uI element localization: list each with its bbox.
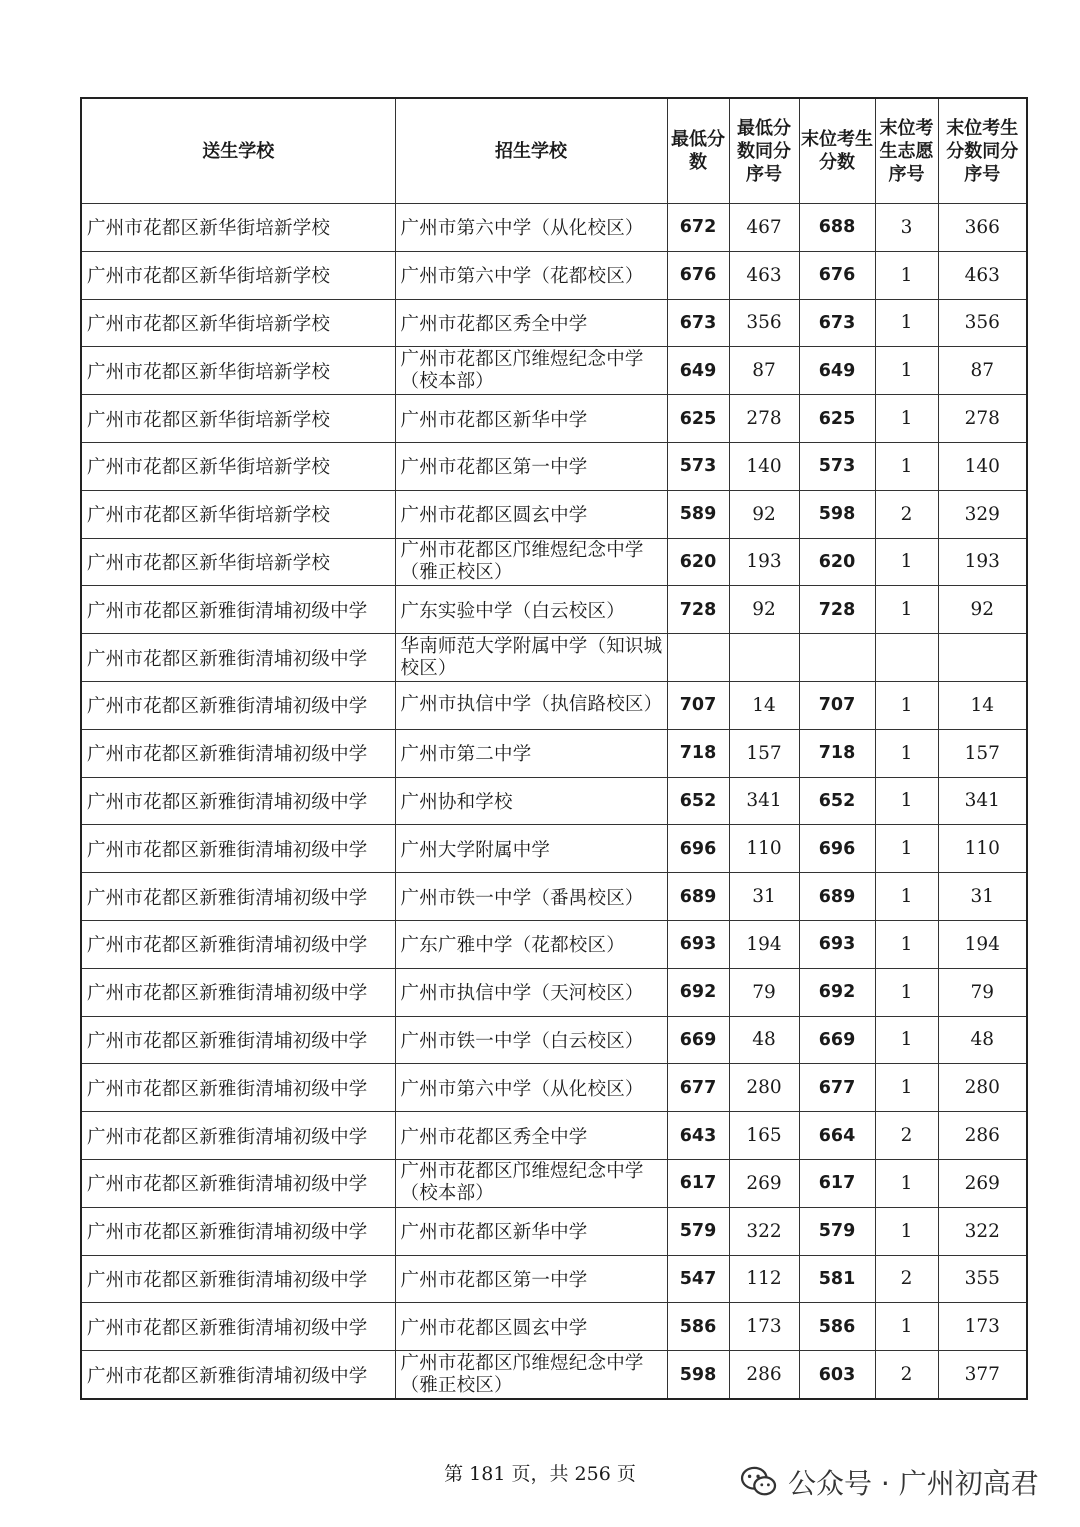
- cell-last-choice-rank: 1: [875, 1303, 938, 1351]
- table-body: [81, 204, 1027, 1399]
- cell-last-choice-rank: 1: [875, 442, 938, 490]
- cell-last-score-tie-rank: 356: [938, 299, 1027, 347]
- cell-last-choice-rank: 1: [875, 251, 938, 299]
- cell-last-score-tie-rank: 286: [938, 1112, 1027, 1160]
- cell-min-score: 677: [667, 1064, 729, 1112]
- cell-last-score: 676: [799, 251, 875, 299]
- admission-score-table: [80, 97, 1028, 1400]
- cell-last-score: 693: [799, 920, 875, 968]
- page-number: 第 181 页，共 256 页: [444, 1463, 636, 1485]
- cell-min-score: 643: [667, 1112, 729, 1160]
- watermark: [740, 1462, 1039, 1502]
- cell-min-score-tie-rank: 87: [729, 347, 799, 395]
- cell-admitting-school: 华南师范大学附属中学（知识城校区）: [395, 634, 667, 682]
- cell-min-score: 707: [667, 681, 729, 729]
- table-row: [81, 634, 1027, 682]
- cell-min-score-tie-rank: 48: [729, 1016, 799, 1064]
- cell-admitting-school: 广州市花都区第一中学: [395, 442, 667, 490]
- table-row: [81, 681, 1027, 729]
- cell-min-score-tie-rank: 322: [729, 1207, 799, 1255]
- cell-min-score-tie-rank: 14: [729, 681, 799, 729]
- cell-last-score: 617: [799, 1159, 875, 1207]
- cell-sending-school: 广州市花都区新华街培新学校: [81, 490, 395, 538]
- cell-last-choice-rank: 1: [875, 347, 938, 395]
- cell-sending-school: 广州市花都区新华街培新学校: [81, 347, 395, 395]
- cell-sending-school: 广州市花都区新华街培新学校: [81, 442, 395, 490]
- cell-last-score-tie-rank: 87: [938, 347, 1027, 395]
- cell-min-score-tie-rank: 286: [729, 1351, 799, 1399]
- cell-last-choice-rank: 1: [875, 681, 938, 729]
- cell-last-score-tie-rank: 463: [938, 251, 1027, 299]
- cell-sending-school: 广州市花都区新雅街清埔初级中学: [81, 634, 395, 682]
- table-row: [81, 1159, 1027, 1207]
- table-row: [81, 251, 1027, 299]
- cell-min-score-tie-rank: [729, 634, 799, 682]
- cell-sending-school: 广州市花都区新华街培新学校: [81, 204, 395, 252]
- cell-sending-school: 广州市花都区新雅街清埔初级中学: [81, 1016, 395, 1064]
- cell-last-score: 707: [799, 681, 875, 729]
- cell-admitting-school: 广州市铁一中学（番禺校区）: [395, 873, 667, 921]
- table-row: [81, 299, 1027, 347]
- table-row: [81, 968, 1027, 1016]
- cell-last-score-tie-rank: 280: [938, 1064, 1027, 1112]
- cell-last-score: 649: [799, 347, 875, 395]
- cell-min-score: 696: [667, 825, 729, 873]
- cell-admitting-school: 广州市花都区第一中学: [395, 1255, 667, 1303]
- table-row: [81, 538, 1027, 586]
- cell-min-score-tie-rank: 31: [729, 873, 799, 921]
- cell-min-score-tie-rank: 112: [729, 1255, 799, 1303]
- table-row: [81, 204, 1027, 252]
- cell-last-score-tie-rank: 14: [938, 681, 1027, 729]
- cell-last-score: 581: [799, 1255, 875, 1303]
- cell-admitting-school: 广州大学附属中学: [395, 825, 667, 873]
- cell-last-score: 692: [799, 968, 875, 1016]
- cell-min-score-tie-rank: 194: [729, 920, 799, 968]
- cell-min-score-tie-rank: 467: [729, 204, 799, 252]
- cell-admitting-school: 广州市花都区邝维煜纪念中学（雅正校区）: [395, 538, 667, 586]
- table-row: [81, 825, 1027, 873]
- cell-last-score-tie-rank: 341: [938, 777, 1027, 825]
- cell-last-choice-rank: 1: [875, 1064, 938, 1112]
- cell-admitting-school: 广州市花都区邝维煜纪念中学（校本部）: [395, 347, 667, 395]
- cell-min-score-tie-rank: 280: [729, 1064, 799, 1112]
- cell-last-score-tie-rank: [938, 634, 1027, 682]
- cell-min-score-tie-rank: 341: [729, 777, 799, 825]
- cell-last-score-tie-rank: 110: [938, 825, 1027, 873]
- cell-admitting-school: 广州市花都区新华中学: [395, 395, 667, 443]
- cell-last-score-tie-rank: 366: [938, 204, 1027, 252]
- table-row: [81, 873, 1027, 921]
- cell-last-score: 620: [799, 538, 875, 586]
- cell-sending-school: 广州市花都区新雅街清埔初级中学: [81, 1207, 395, 1255]
- cell-min-score-tie-rank: 193: [729, 538, 799, 586]
- cell-last-score-tie-rank: 173: [938, 1303, 1027, 1351]
- cell-sending-school: 广州市花都区新雅街清埔初级中学: [81, 920, 395, 968]
- table-row: [81, 442, 1027, 490]
- table-row: [81, 777, 1027, 825]
- cell-last-score-tie-rank: 269: [938, 1159, 1027, 1207]
- table-row: [81, 1255, 1027, 1303]
- cell-min-score: 669: [667, 1016, 729, 1064]
- cell-last-choice-rank: 2: [875, 1351, 938, 1399]
- cell-min-score: 547: [667, 1255, 729, 1303]
- cell-admitting-school: 广东实验中学（白云校区）: [395, 586, 667, 634]
- cell-admitting-school: 广州协和学校: [395, 777, 667, 825]
- cell-last-choice-rank: 1: [875, 1159, 938, 1207]
- cell-admitting-school: 广州市执信中学（天河校区）: [395, 968, 667, 1016]
- cell-last-score-tie-rank: 278: [938, 395, 1027, 443]
- cell-admitting-school: 广州市执信中学（执信路校区）: [395, 681, 667, 729]
- cell-last-score: 652: [799, 777, 875, 825]
- cell-min-score: 672: [667, 204, 729, 252]
- cell-admitting-school: 广州市花都区圆玄中学: [395, 1303, 667, 1351]
- cell-last-score-tie-rank: 355: [938, 1255, 1027, 1303]
- cell-last-choice-rank: 1: [875, 395, 938, 443]
- header-min-score-tie-rank: 最低分数同分序号: [729, 98, 799, 204]
- table-row: [81, 920, 1027, 968]
- table-row: [81, 1207, 1027, 1255]
- cell-last-score: 673: [799, 299, 875, 347]
- cell-admitting-school: 广州市第六中学（从化校区）: [395, 204, 667, 252]
- cell-last-score: 669: [799, 1016, 875, 1064]
- cell-admitting-school: 广州市花都区新华中学: [395, 1207, 667, 1255]
- cell-last-score-tie-rank: 31: [938, 873, 1027, 921]
- cell-last-score-tie-rank: 157: [938, 729, 1027, 777]
- cell-min-score-tie-rank: 79: [729, 968, 799, 1016]
- cell-min-score: 573: [667, 442, 729, 490]
- cell-last-score-tie-rank: 48: [938, 1016, 1027, 1064]
- table-row: [81, 490, 1027, 538]
- table-row: [81, 586, 1027, 634]
- table-row: [81, 395, 1027, 443]
- cell-last-score: 664: [799, 1112, 875, 1160]
- cell-sending-school: 广州市花都区新雅街清埔初级中学: [81, 1159, 395, 1207]
- table-row: [81, 1016, 1027, 1064]
- table-row: [81, 347, 1027, 395]
- cell-last-score: 573: [799, 442, 875, 490]
- cell-min-score: 579: [667, 1207, 729, 1255]
- cell-last-choice-rank: 1: [875, 586, 938, 634]
- cell-admitting-school: 广州市花都区秀全中学: [395, 299, 667, 347]
- cell-sending-school: 广州市花都区新雅街清埔初级中学: [81, 1351, 395, 1399]
- cell-sending-school: 广州市花都区新雅街清埔初级中学: [81, 968, 395, 1016]
- cell-sending-school: 广州市花都区新雅街清埔初级中学: [81, 681, 395, 729]
- cell-last-choice-rank: 3: [875, 204, 938, 252]
- cell-last-score: 696: [799, 825, 875, 873]
- cell-last-choice-rank: [875, 634, 938, 682]
- cell-last-score-tie-rank: 194: [938, 920, 1027, 968]
- cell-last-score-tie-rank: 377: [938, 1351, 1027, 1399]
- cell-min-score-tie-rank: 463: [729, 251, 799, 299]
- cell-min-score-tie-rank: 173: [729, 1303, 799, 1351]
- cell-last-choice-rank: 1: [875, 1207, 938, 1255]
- cell-min-score-tie-rank: 157: [729, 729, 799, 777]
- cell-min-score: 586: [667, 1303, 729, 1351]
- cell-last-score: 598: [799, 490, 875, 538]
- table-header-row: [81, 98, 1027, 204]
- cell-last-choice-rank: 1: [875, 873, 938, 921]
- cell-sending-school: 广州市花都区新雅街清埔初级中学: [81, 825, 395, 873]
- cell-last-score-tie-rank: 92: [938, 586, 1027, 634]
- header-min-score: 最低分数: [667, 98, 729, 204]
- cell-sending-school: 广州市花都区新雅街清埔初级中学: [81, 729, 395, 777]
- cell-min-score: 649: [667, 347, 729, 395]
- table-row: [81, 1112, 1027, 1160]
- cell-sending-school: 广州市花都区新雅街清埔初级中学: [81, 1255, 395, 1303]
- cell-last-choice-rank: 1: [875, 538, 938, 586]
- cell-admitting-school: 广州市花都区秀全中学: [395, 1112, 667, 1160]
- cell-last-score: [799, 634, 875, 682]
- cell-last-score: 689: [799, 873, 875, 921]
- cell-min-score: 589: [667, 490, 729, 538]
- cell-last-score: 718: [799, 729, 875, 777]
- cell-last-choice-rank: 2: [875, 1112, 938, 1160]
- cell-min-score: 652: [667, 777, 729, 825]
- cell-admitting-school: 广州市第二中学: [395, 729, 667, 777]
- cell-min-score: 728: [667, 586, 729, 634]
- cell-min-score: [667, 634, 729, 682]
- header-last-score-tie-rank: 末位考生分数同分序号: [938, 98, 1027, 204]
- cell-min-score-tie-rank: 356: [729, 299, 799, 347]
- cell-last-score-tie-rank: 322: [938, 1207, 1027, 1255]
- cell-last-choice-rank: 1: [875, 299, 938, 347]
- cell-last-choice-rank: 1: [875, 1016, 938, 1064]
- cell-last-score-tie-rank: 79: [938, 968, 1027, 1016]
- cell-admitting-school: 广州市花都区邝维煜纪念中学（雅正校区）: [395, 1351, 667, 1399]
- cell-sending-school: 广州市花都区新雅街清埔初级中学: [81, 1064, 395, 1112]
- cell-last-score: 579: [799, 1207, 875, 1255]
- cell-sending-school: 广州市花都区新雅街清埔初级中学: [81, 873, 395, 921]
- cell-min-score: 625: [667, 395, 729, 443]
- cell-min-score: 620: [667, 538, 729, 586]
- cell-last-score: 603: [799, 1351, 875, 1399]
- cell-sending-school: 广州市花都区新雅街清埔初级中学: [81, 586, 395, 634]
- cell-min-score-tie-rank: 92: [729, 586, 799, 634]
- cell-sending-school: 广州市花都区新雅街清埔初级中学: [81, 1112, 395, 1160]
- header-last-score: 末位考生分数: [799, 98, 875, 204]
- cell-admitting-school: 广州市第六中学（从化校区）: [395, 1064, 667, 1112]
- cell-last-score-tie-rank: 193: [938, 538, 1027, 586]
- cell-min-score-tie-rank: 165: [729, 1112, 799, 1160]
- cell-min-score: 617: [667, 1159, 729, 1207]
- cell-last-choice-rank: 1: [875, 920, 938, 968]
- cell-min-score: 693: [667, 920, 729, 968]
- cell-last-choice-rank: 1: [875, 777, 938, 825]
- cell-min-score: 692: [667, 968, 729, 1016]
- cell-sending-school: 广州市花都区新华街培新学校: [81, 251, 395, 299]
- cell-admitting-school: 广州市花都区邝维煜纪念中学（校本部）: [395, 1159, 667, 1207]
- cell-last-choice-rank: 2: [875, 490, 938, 538]
- table-row: [81, 729, 1027, 777]
- cell-last-score: 688: [799, 204, 875, 252]
- cell-min-score: 598: [667, 1351, 729, 1399]
- cell-last-choice-rank: 1: [875, 729, 938, 777]
- cell-min-score: 676: [667, 251, 729, 299]
- cell-min-score-tie-rank: 278: [729, 395, 799, 443]
- header-admitting-school: 招生学校: [395, 98, 667, 204]
- cell-min-score: 689: [667, 873, 729, 921]
- cell-last-score: 586: [799, 1303, 875, 1351]
- cell-last-score: 677: [799, 1064, 875, 1112]
- watermark-text: 公众号 · 广州初高君: [788, 1467, 1039, 1500]
- table-row: [81, 1064, 1027, 1112]
- cell-min-score-tie-rank: 140: [729, 442, 799, 490]
- cell-sending-school: 广州市花都区新雅街清埔初级中学: [81, 777, 395, 825]
- cell-admitting-school: 广州市铁一中学（白云校区）: [395, 1016, 667, 1064]
- cell-last-score: 728: [799, 586, 875, 634]
- cell-last-score: 625: [799, 395, 875, 443]
- cell-last-choice-rank: 2: [875, 1255, 938, 1303]
- cell-admitting-school: 广东广雅中学（花都校区）: [395, 920, 667, 968]
- cell-sending-school: 广州市花都区新华街培新学校: [81, 299, 395, 347]
- cell-last-choice-rank: 1: [875, 825, 938, 873]
- wechat-icon: [740, 1466, 778, 1498]
- cell-sending-school: 广州市花都区新华街培新学校: [81, 395, 395, 443]
- cell-last-choice-rank: 1: [875, 968, 938, 1016]
- cell-admitting-school: 广州市花都区圆玄中学: [395, 490, 667, 538]
- table-row: [81, 1351, 1027, 1399]
- header-sending-school: 送生学校: [81, 98, 395, 204]
- admission-table-container: [80, 97, 1028, 1400]
- cell-min-score-tie-rank: 269: [729, 1159, 799, 1207]
- cell-last-score-tie-rank: 329: [938, 490, 1027, 538]
- cell-min-score: 718: [667, 729, 729, 777]
- table-row: [81, 1303, 1027, 1351]
- cell-sending-school: 广州市花都区新华街培新学校: [81, 538, 395, 586]
- cell-min-score-tie-rank: 92: [729, 490, 799, 538]
- cell-admitting-school: 广州市第六中学（花都校区）: [395, 251, 667, 299]
- cell-min-score: 673: [667, 299, 729, 347]
- cell-sending-school: 广州市花都区新雅街清埔初级中学: [81, 1303, 395, 1351]
- cell-last-score-tie-rank: 140: [938, 442, 1027, 490]
- header-last-choice-rank: 末位考生志愿序号: [875, 98, 938, 204]
- cell-min-score-tie-rank: 110: [729, 825, 799, 873]
